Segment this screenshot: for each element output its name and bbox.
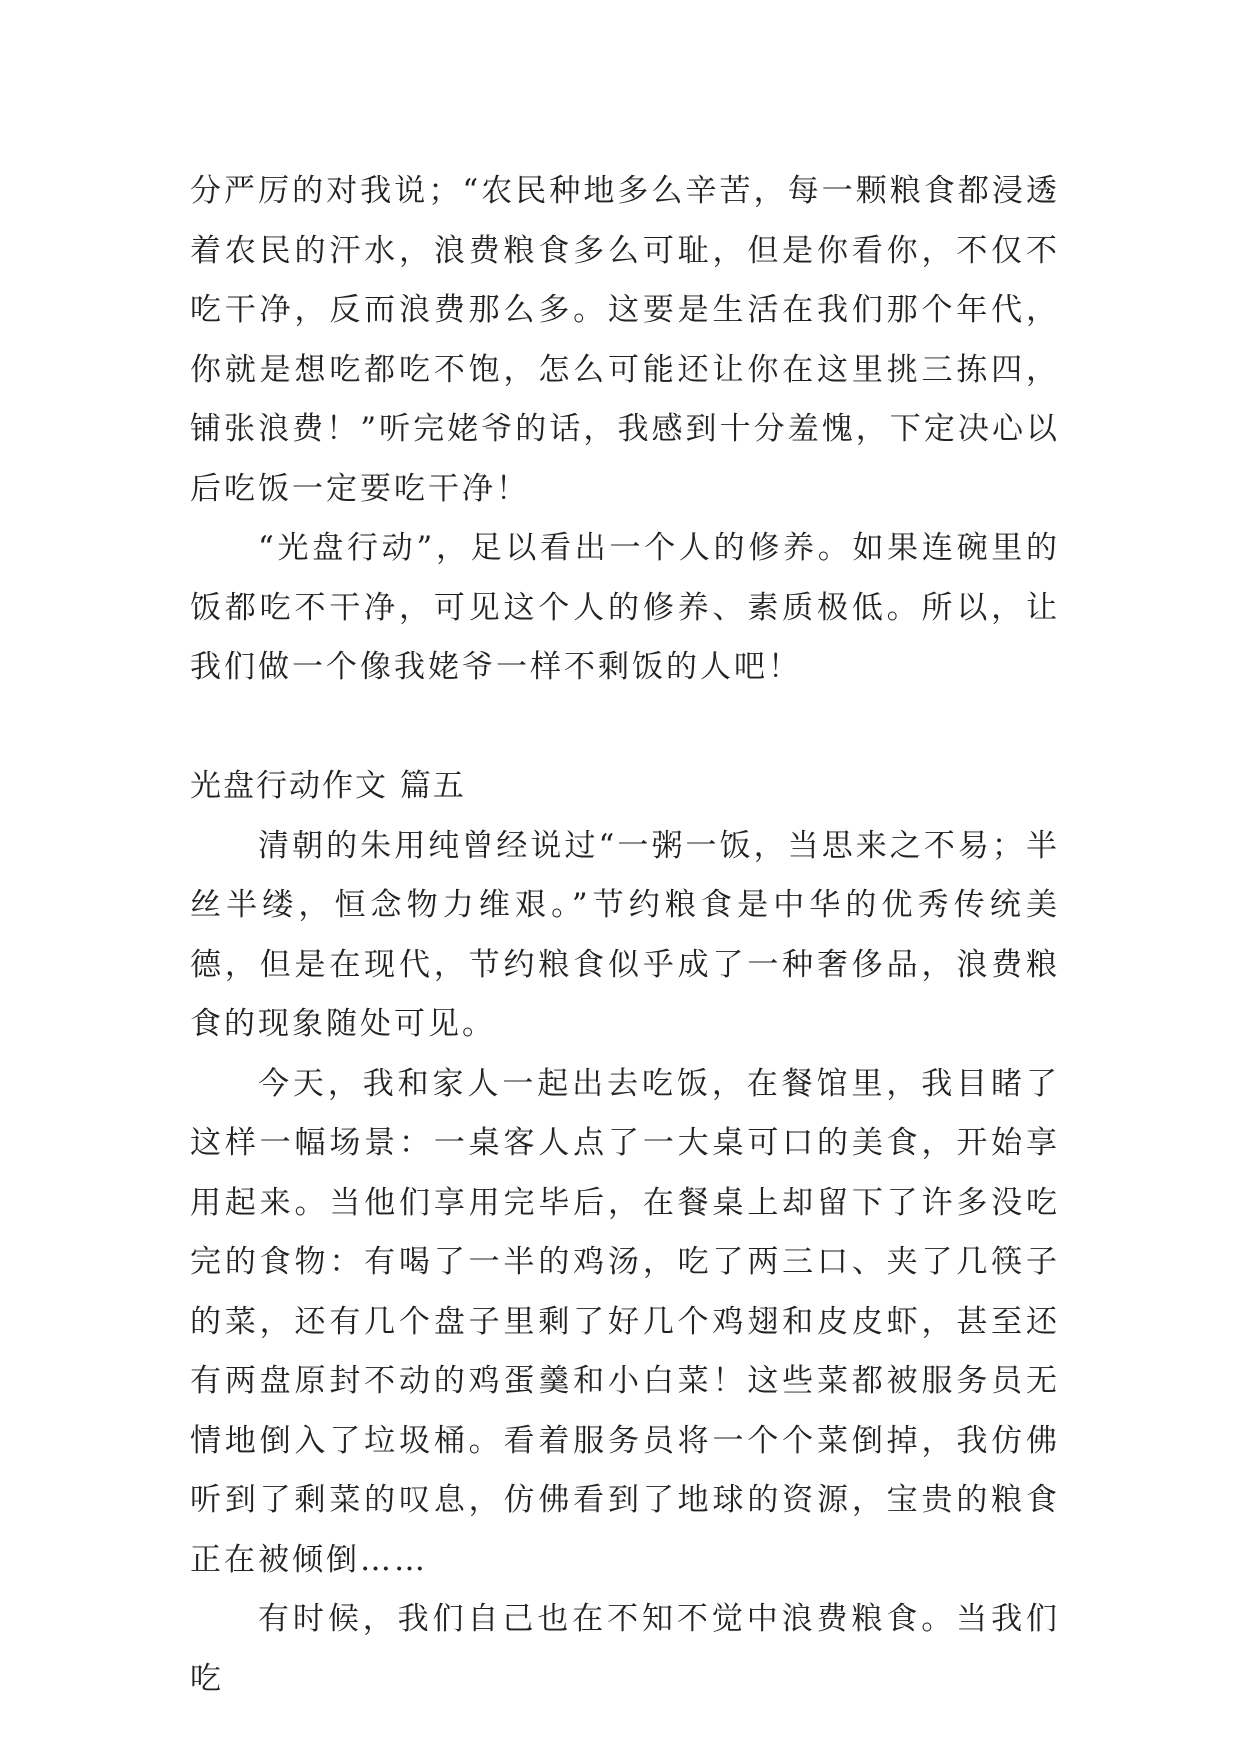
paragraph-guangpan-cultivation: “光盘行动”，足以看出一个人的修养。如果连碗里的饭都吃不干净，可见这个人的修养、素质极低。所以，让我们做一个像我姥爷一样不剩饭的人吧！ xyxy=(190,530,1060,685)
section-heading: 光盘行动作文 篇五 xyxy=(190,768,466,804)
paragraph-restaurant-scene: 今天，我和家人一起出去吃饭，在餐馆里，我目睹了这样一幅场景：一桌客人点了一大桌可口的美食，开始享用起来。当他们享用完毕后，在餐桌上却留下了许多没吃完的食物：有喝了一半的鸡汤，吃了两三口、夹了几筷子的菜，还有几个盘子里剩了好几个鸡翅和皮皮虾，甚至还有两盘原封不动的鸡蛋羹和小白菜！这些菜都被服务员无情地倒入了垃圾桶。看着服务员将一个个菜倒掉，我仿佛听到了剩菜的叹息，仿佛看到了地球的资源，宝贵的粮食正在被倾倒…… xyxy=(190,1065,1060,1578)
section-spacer xyxy=(190,698,1060,758)
paragraph-zhu-yongchun-quote: 清朝的朱用纯曾经说过“一粥一饭，当思来之不易；半丝半缕，恒念物力维艰。”节约粮食是中华的优秀传统美德，但是在现代，节约粮食似乎成了一种奢侈品，浪费粮食的现象随处可见。 xyxy=(190,827,1060,1042)
paragraph-unconscious-waste: 有时候，我们自己也在不知不觉中浪费粮食。当我们吃 xyxy=(190,1601,1060,1697)
paragraph-continued: 分严厉的对我说；“农民种地多么辛苦，每一颗粮食都浸透着农民的汗水，浪费粮食多么可耻，但是你看你，不仅不吃干净，反而浪费那么多。这要是生活在我们那个年代，你就是想吃都吃不饱，怎么可能还让你在这里挑三拣四，铺张浪费！”听完姥爷的话，我感到十分羞愧，下定决心以后吃饭一定要吃干净！ xyxy=(190,173,1060,507)
document-body xyxy=(190,162,1060,1709)
